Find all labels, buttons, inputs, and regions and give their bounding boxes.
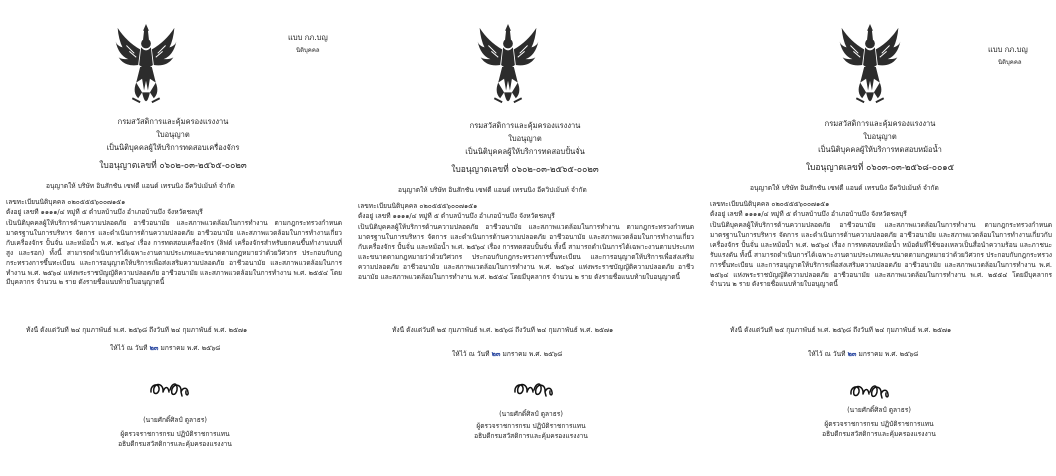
signer-title-2: อธิบดีกรมสวัสดิการและคุ้มครองแรงงาน — [118, 440, 232, 448]
registration-number: เลขทะเบียนนิติบุคคล ๐๒๐๕๕๕๖๐๐๗๑๕๑ — [6, 198, 126, 206]
garuda-emblem-icon — [838, 22, 902, 112]
signer-title-2: อธิบดีกรมสวัสดิการและคุ้มครองแรงงาน — [822, 430, 936, 438]
signer-title-1: ผู้ตรวจราชการกรม ปฏิบัติราชการแทน — [824, 420, 934, 428]
license-body-text: เป็นนิติบุคคลผู้ให้บริการด้านความปลอดภัย อาชีวอนามัย และสภาพแวดล้อมในการทำงาน ตามกฎกระทรวงกำหนดมาตรฐานในการบริหาร จัดการ และดำเนินการด้านความปลอดภัย อาชีวอนามัย และสภาพแวดล้อมในการทำงานเกี่ยวกับเครื่องจักร ปั้นจั่น และหม้อน้ำ พ.ศ. ๒๕๖๔ เรื่อง การทดสอบปั้นจั่น ทั้งนี้ สามารถดำเนินการได้เฉพาะงานตามประเภทและขนาดตามกฎหมายว่าด้วยวิศวกร ประกอบกับกฎกระทรวงการขึ้นทะเบียน และการอนุญาตให้บริการเพื่อส่งเสริมความปลอดภัย อาชีวอนามัย และสภาพแวดล้อมในการทำงาน พ.ศ. ๒๕๖๔ แห่งพระราชบัญญัติความปลอดภัย อาชีวอนามัย และสภาพแวดล้อมในการทำงาน พ.ศ. ๒๕๕๔ โดยมีบุคลากร จำนวน ๒ ราย ดังรายชื่อแนบท้ายใบอนุญาตนี้ — [358, 223, 694, 281]
form-number: แบบ กภ.บญ — [288, 33, 328, 42]
form-number: แบบ กภ.บญ — [988, 45, 1028, 54]
signature-icon — [848, 376, 894, 402]
license-certificate-boiler — [704, 0, 1056, 476]
document-type: ใบอนุญาต — [156, 130, 190, 139]
signer-name: (นายศักดิ์ศิลป์ ตูลาธร) — [143, 416, 207, 424]
licensee-line: อนุญาตให้ บริษัท อินสักชั่น เซฟตี้ แอนด์ เทรนนิ่ง อีควิปเม้นท์ จำกัด — [46, 182, 235, 190]
form-subtitle: นิติบุคคล — [296, 47, 320, 54]
issue-date: ให้ไว้ ณ วันที่ ๒๓ มกราคม พ.ศ. ๒๕๖๘ — [110, 344, 221, 352]
document-type: ใบอนุญาต — [508, 134, 542, 143]
licensee-line: อนุญาตให้ บริษัท อินสักชั่น เซฟตี้ แอนด์ เทรนนิ่ง อีควิปเม้นท์ จำกัด — [750, 184, 939, 192]
issue-day: ๒๓ — [847, 350, 857, 358]
signer-title-1: ผู้ตรวจราชการกรม ปฏิบัติราชการแทน — [476, 422, 586, 430]
address-line: ตั้งอยู่ เลขที่ ๑๑๑๑/๔ หมู่ที่ ๕ ตำบลบ้านบึง อำเภอบ้านบึง จังหวัดชลบุรี — [358, 212, 555, 220]
garuda-emblem-icon — [476, 22, 540, 112]
signature-icon — [148, 374, 194, 400]
signature-icon — [512, 374, 558, 400]
validity-period: ทั้งนี้ ตั้งแต่วันที่ ๒๔ กุมภาพันธ์ พ.ศ. ๒๕๖๘ ถึงวันที่ ๒๔ กุมภาพันธ์ พ.ศ. ๒๕๗๑ — [26, 326, 248, 334]
garuda-emblem-icon — [114, 22, 178, 112]
license-purpose: เป็นนิติบุคคลผู้ให้บริการทดสอบหม้อน้ำ — [818, 145, 942, 154]
signer-title-1: ผู้ตรวจราชการกรม ปฏิบัติราชการแทน — [120, 430, 230, 438]
department-name: กรมสวัสดิการและคุ้มครองแรงงาน — [824, 119, 936, 128]
department-name: กรมสวัสดิการและคุ้มครองแรงงาน — [117, 117, 229, 126]
validity-period: ทั้งนี้ ตั้งแต่วันที่ ๒๕ กุมภาพันธ์ พ.ศ. ๒๕๖๘ ถึงวันที่ ๒๔ กุมภาพันธ์ พ.ศ. ๒๕๗๑ — [730, 326, 952, 334]
license-certificate-machinery — [0, 0, 346, 476]
license-number: ใบอนุญาตเลขที่ ๐๖๐๓-๐๓-๒๕๖๘-๐๐๑๕ — [805, 163, 955, 173]
department-name: กรมสวัสดิการและคุ้มครองแรงงาน — [469, 121, 581, 130]
issue-date: ให้ไว้ ณ วันที่ ๒๓ มกราคม พ.ศ. ๒๕๖๘ — [452, 350, 563, 358]
registration-number: เลขทะเบียนนิติบุคคล ๐๒๐๕๕๕๖๐๐๗๑๕๑ — [710, 200, 830, 208]
address-line: ตั้งอยู่ เลขที่ ๑๑๑๑/๔ หมู่ที่ ๕ ตำบลบ้านบึง อำเภอบ้านบึง จังหวัดชลบุรี — [6, 208, 203, 216]
license-number: ใบอนุญาตเลขที่ ๐๖๐๒-๐๓-๒๕๖๕-๐๐๒๓ — [99, 161, 247, 171]
signer-name: (นายศักดิ์ศิลป์ ตูลาธร) — [847, 406, 911, 414]
licensee-line: อนุญาตให้ บริษัท อินสักชั่น เซฟตี้ แอนด์ เทรนนิ่ง อีควิปเม้นท์ จำกัด — [398, 186, 587, 194]
license-certificate-crane — [352, 0, 698, 476]
license-body-text: เป็นนิติบุคคลผู้ให้บริการด้านความปลอดภัย อาชีวอนามัย และสภาพแวดล้อมในการทำงาน ตามกฎกระทรวงกำหนดมาตรฐานในการบริหาร จัดการ และดำเนินการด้านความปลอดภัย อาชีวอนามัย และสภาพแวดล้อมในการทำงานเกี่ยวกับเครื่องจักร ปั้นจั่น และหม้อน้ำ พ.ศ. ๒๕๖๔ เรื่อง การทดสอบหม้อน้ำ หม้อต้มที่ใช้ของเหลวเป็นสื่อนำความร้อน และภาชนะรับแรงดัน ทั้งนี้ สามารถดำเนินการได้เฉพาะงานตามประเภทและขนาดตามกฎหมายว่าด้วยวิศวกร ประกอบกับกฎกระทรวงการขึ้นทะเบียน และการอนุญาตให้บริการเพื่อส่งเสริมความปลอดภัย อาชีวอนามัย และสภาพแวดล้อมในการทำงาน พ.ศ. ๒๕๖๔ แห่งพระราชบัญญัติความปลอดภัย อาชีวอนามัย และสภาพแวดล้อมในการทำงาน พ.ศ. ๒๕๕๔ โดยมีบุคลากร จำนวน ๒ ราย ดังรายชื่อแนบท้ายใบอนุญาตนี้ — [710, 221, 1052, 289]
issue-day: ๒๓ — [491, 350, 501, 358]
signer-title-2: อธิบดีกรมสวัสดิการและคุ้มครองแรงงาน — [474, 432, 588, 440]
issue-day: ๒๓ — [149, 344, 159, 352]
signer-name: (นายศักดิ์ศิลป์ ตูลาธร) — [499, 410, 563, 418]
license-body-text: เป็นนิติบุคคลผู้ให้บริการด้านความปลอดภัย อาชีวอนามัย และสภาพแวดล้อมในการทำงาน ตามกฎกระทรวงกำหนดมาตรฐานในการบริหาร จัดการ และดำเนินการด้านความปลอดภัย อาชีวอนามัย และสภาพแวดล้อมในการทำงานเกี่ยวกับเครื่องจักร ปั้นจั่น และหม้อน้ำ พ.ศ. ๒๕๖๔ เรื่อง การทดสอบเครื่องจักร (ลิฟต์ เครื่องจักรสำหรับยกคนขึ้นทำงานบนที่สูง และรอก) ทั้งนี้ สามารถดำเนินการได้เฉพาะงานตามประเภทและขนาดตามกฎหมายว่าด้วยวิศวกร ประกอบกับกฎกระทรวงการขึ้นทะเบียน และการอนุญาตให้บริการเพื่อส่งเสริมความปลอดภัย อาชีวอนามัย และสภาพแวดล้อมในการทำงาน พ.ศ. ๒๕๖๔ แห่งพระราชบัญญัติความปลอดภัย อาชีวอนามัย และสภาพแวดล้อมในการทำงาน พ.ศ. ๒๕๕๔ โดยมีบุคลากร จำนวน ๒ ราย ดังรายชื่อแนบท้ายใบอนุญาตนี้ — [6, 219, 342, 287]
address-line: ตั้งอยู่ เลขที่ ๑๑๑๑/๔ หมู่ที่ ๕ ตำบลบ้านบึง อำเภอบ้านบึง จังหวัดชลบุรี — [710, 210, 907, 218]
document-type: ใบอนุญาต — [863, 132, 897, 141]
license-purpose: เป็นนิติบุคคลผู้ให้บริการทดสอบเครื่องจักร — [106, 143, 240, 152]
license-purpose: เป็นนิติบุคคลผู้ให้บริการทดสอบปั้นจั่น — [465, 147, 585, 156]
registration-number: เลขทะเบียนนิติบุคคล ๐๒๐๕๕๕๖๐๐๗๑๕๑ — [358, 202, 478, 210]
issue-date: ให้ไว้ ณ วันที่ ๒๓ มกราคม พ.ศ. ๒๕๖๘ — [808, 350, 919, 358]
license-number: ใบอนุญาตเลขที่ ๐๖๐๒-๐๓-๒๕๖๕-๐๐๒๓ — [451, 165, 599, 175]
validity-period: ทั้งนี้ ตั้งแต่วันที่ ๒๕ กุมภาพันธ์ พ.ศ. ๒๕๖๘ ถึงวันที่ ๒๔ กุมภาพันธ์ พ.ศ. ๒๕๗๑ — [392, 326, 614, 334]
form-subtitle: นิติบุคคล — [998, 59, 1022, 66]
